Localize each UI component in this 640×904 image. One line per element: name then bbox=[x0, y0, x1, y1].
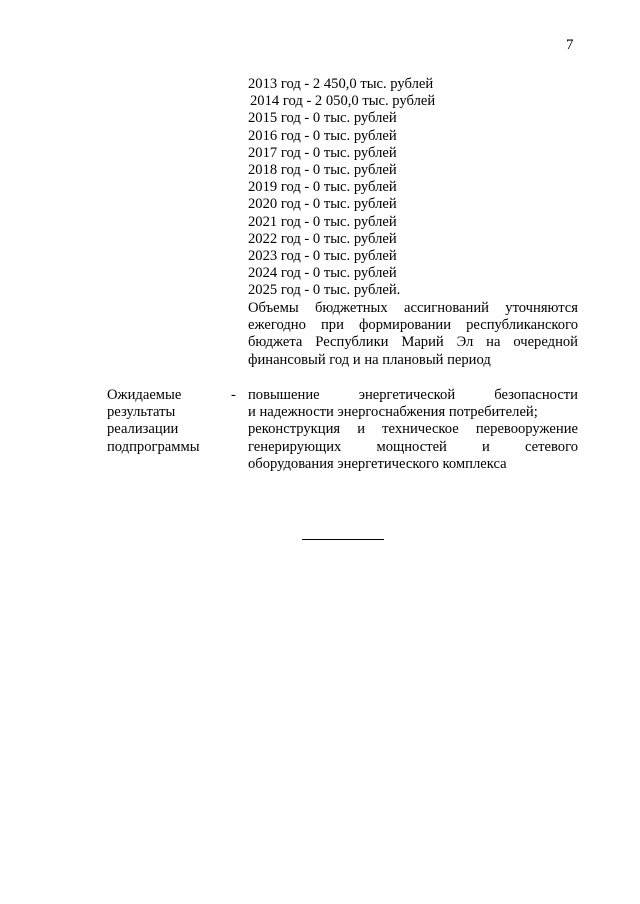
funding-year-line: 2017 год - 0 тыс. рублей bbox=[248, 144, 397, 161]
funding-year-line: 2013 год - 2 450,0 тыс. рублей bbox=[248, 76, 434, 92]
label-line: результаты bbox=[107, 404, 176, 421]
funding-year-line: 2025 год - 0 тыс. рублей. bbox=[248, 282, 401, 299]
funding-year-line: 2021 год - 0 тыс. рублей bbox=[248, 213, 397, 230]
funding-year-line: 2016 год - 0 тыс. рублей bbox=[248, 127, 397, 144]
funding-year-line: 2022 год - 0 тыс. рублей bbox=[248, 230, 397, 247]
results-line: оборудования энергетического комплекса bbox=[248, 455, 507, 472]
label-line: Ожидаемые bbox=[107, 387, 182, 403]
funding-year-line: 2014 год - 2 050,0 тыс. рублей bbox=[250, 93, 436, 110]
funding-year-line: 2015 год - 0 тыс. рублей bbox=[248, 110, 397, 127]
funding-year-line: 2018 год - 0 тыс. рублей bbox=[248, 161, 397, 178]
funding-year-line: 2023 год - 0 тыс. рублей bbox=[248, 247, 397, 264]
funding-year-line: 2019 год - 0 тыс. рублей bbox=[248, 179, 397, 196]
expected-results-text bbox=[248, 387, 578, 473]
results-line: и надежности энергоснабжения потребителей; bbox=[248, 404, 538, 421]
funding-year-line: 2024 год - 0 тыс. рублей bbox=[248, 265, 397, 282]
funding-note: Объемы бюджетных ассигнований уточняются ежегодно при формировании республиканского бюджета Республики Марий Эл на очередной финансовый год и на плановый период bbox=[248, 300, 578, 368]
label-dash: - bbox=[231, 387, 236, 403]
results-line: повышение энергетической безопасности bbox=[248, 387, 578, 403]
results-line: генерирующих мощностей и сетевого bbox=[248, 438, 578, 455]
label-line: подпрограммы bbox=[107, 438, 200, 455]
results-line: реконструкция и техническое перевооружение bbox=[248, 421, 578, 438]
funding-by-year-list bbox=[248, 76, 578, 299]
page-number: 7 bbox=[566, 37, 574, 53]
expected-results-label bbox=[107, 387, 217, 456]
label-line: реализации bbox=[107, 421, 179, 438]
end-divider bbox=[302, 539, 384, 540]
funding-year-line: 2020 год - 0 тыс. рублей bbox=[248, 196, 397, 213]
